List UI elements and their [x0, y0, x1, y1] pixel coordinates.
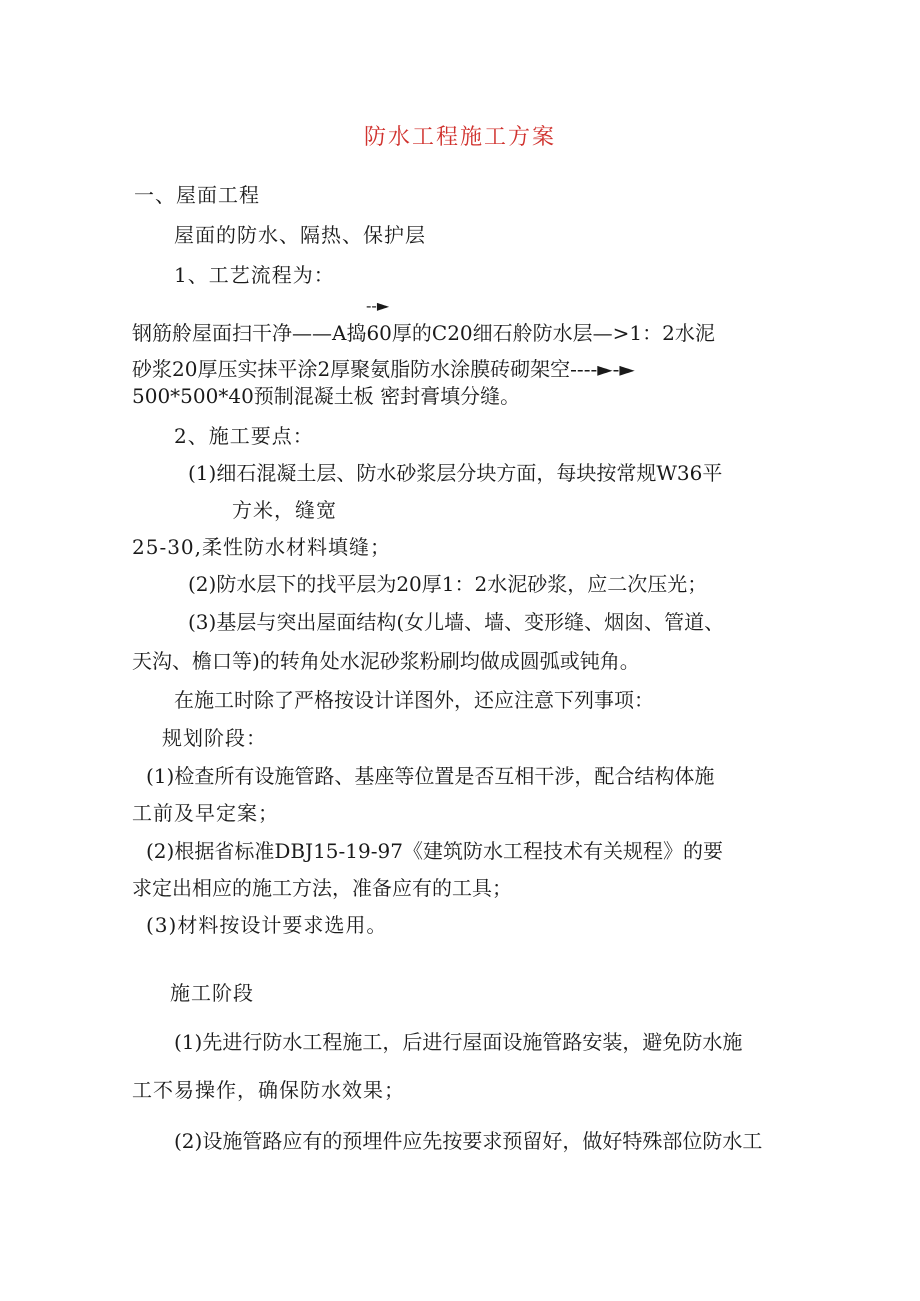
plan-item: (2)根据省标准DBJ15-19-97《建筑防水工程技术有关规程》的要	[146, 839, 723, 863]
flow-line: 砂浆20厚压实抹平涂2厚聚氨脂防水涂膜砖砌架空----►-►	[132, 357, 635, 381]
flow-line: 500*500*40预制混凝土板 密封膏填分缝。	[132, 384, 521, 408]
planning-heading: 规划阶段：	[162, 726, 267, 750]
notice-text: 在施工时除了严格按设计详图外，还应注意下列事项：	[174, 688, 654, 712]
section-heading: 一、屋面工程	[134, 183, 260, 207]
construction-item: (1)先进行防水工程施工，后进行屋面设施管路安装，避免防水施	[174, 1030, 743, 1054]
plan-item: 工前及早定案；	[132, 801, 279, 825]
construction-item: (2)设施管路应有的预埋件应先按要求预留好，做好特殊部位防水工	[174, 1129, 763, 1153]
plan-item: (3)材料按设计要求选用。	[146, 913, 388, 937]
document-title: 防水工程施工方案	[363, 125, 556, 150]
construction-item: 工不易操作，确保防水效果；	[132, 1078, 405, 1102]
point-text: (1)细石混凝土层、防水砂浆层分块方面，每块按常规W36平	[188, 461, 723, 485]
point-text: 25-30,柔性防水材料填缝；	[132, 535, 392, 559]
flow-arrow: --►	[366, 296, 390, 315]
plan-item: (1)检查所有设施管路、基座等位置是否互相干涉，配合结构体施	[146, 764, 715, 788]
point-text: 方米，缝宽	[232, 498, 337, 522]
point-text: (3)基层与突出屋面结构(女儿墙、墙、变形缝、烟囱、管道、	[188, 610, 725, 634]
step1-heading: 1、工艺流程为：	[174, 263, 335, 287]
step2-heading: 2、施工要点：	[174, 424, 314, 448]
point-text: (2)防水层下的找平层为20厚1：2水泥砂浆，应二次压光；	[188, 572, 708, 596]
flow-line: 钢筋舲屋面扫干净——A捣60厚的C20细石舲防水层—>1：2水泥	[132, 321, 715, 345]
intro-text: 屋面的防水、隔热、保护层	[174, 223, 426, 247]
point-text: 天沟、檐口等)的转角处水泥砂浆粉刷均做成圆弧或钝角。	[132, 649, 640, 673]
construction-heading: 施工阶段	[170, 981, 254, 1005]
plan-item: 求定出相应的施工方法，准备应有的工具；	[132, 876, 512, 900]
